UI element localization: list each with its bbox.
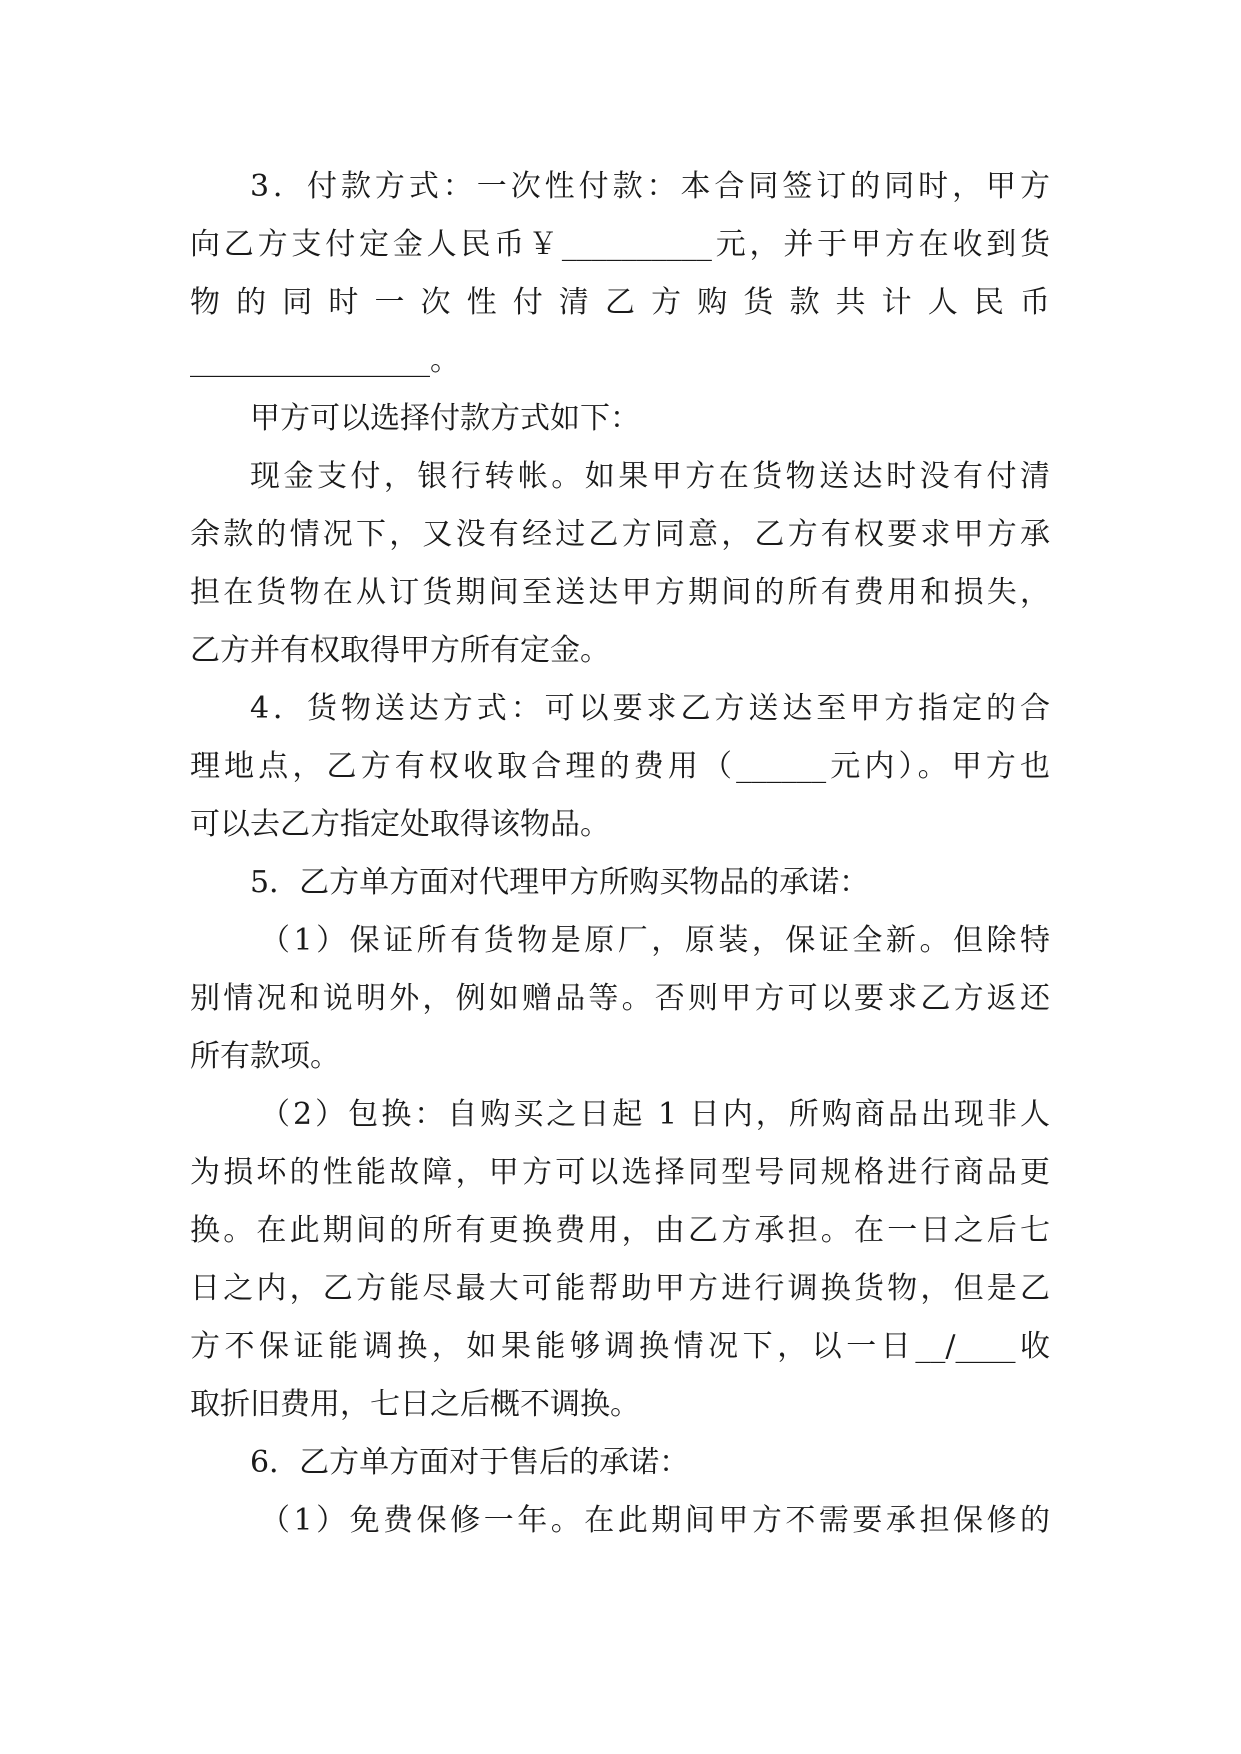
clause-5-2-line-4: 日之内，乙方能尽最大可能帮助甲方进行调换货物，但是乙	[190, 1271, 1050, 1306]
clause-3-line-2: 向乙方支付定金人民币￥__________元，并于甲方在收到货	[190, 227, 1050, 262]
payment-options-line-4: 乙方并有权取得甲方所有定金。	[190, 633, 610, 668]
clause-5-1-line-3: 所有款项。	[190, 1039, 340, 1074]
payment-options-heading: 甲方可以选择付款方式如下：	[250, 401, 640, 436]
clause-5-2-line-5: 方不保证能调换，如果能够调换情况下，以一日__/____收	[190, 1329, 1050, 1364]
document-page	[190, 158, 1050, 1550]
clause-5-heading: 5．乙方单方面对代理甲方所购买物品的承诺：	[250, 865, 870, 900]
clause-5-1-line-1: （1）保证所有货物是原厂，原装，保证全新。但除特	[260, 923, 1050, 958]
clause-6-heading: 6．乙方单方面对于售后的承诺：	[250, 1445, 690, 1480]
clause-6-1-line-1: （1）免费保修一年。在此期间甲方不需要承担保修的	[260, 1503, 1050, 1538]
clause-3-line-3: 物的同时一次性付清乙方购货款共计人民币	[190, 285, 1050, 320]
clause-5-1-line-2: 别情况和说明外，例如赠品等。否则甲方可以要求乙方返还	[190, 981, 1050, 1016]
clause-5-2-line-6: 取折旧费用，七日之后概不调换。	[190, 1387, 640, 1422]
clause-4-line-2: 理地点，乙方有权收取合理的费用（______元内）。甲方也	[190, 749, 1050, 784]
clause-3-line-4: ________________。	[190, 343, 460, 378]
clause-5-2-line-3: 换。在此期间的所有更换费用，由乙方承担。在一日之后七	[190, 1213, 1050, 1248]
clause-5-2-line-1: （2）包换：自购买之日起 1 日内，所购商品出现非人	[260, 1097, 1050, 1132]
payment-options-line-2: 余款的情况下，又没有经过乙方同意，乙方有权要求甲方承	[190, 517, 1050, 552]
payment-options-line-3: 担在货物在从订货期间至送达甲方期间的所有费用和损失，	[190, 575, 1050, 610]
clause-5-2-line-2: 为损坏的性能故障，甲方可以选择同型号同规格进行商品更	[190, 1155, 1050, 1190]
clause-4-line-1: 4．货物送达方式：可以要求乙方送达至甲方指定的合	[250, 691, 1050, 726]
clause-4-line-3: 可以去乙方指定处取得该物品。	[190, 807, 610, 842]
clause-3-line-1: 3．付款方式：一次性付款：本合同签订的同时，甲方	[250, 169, 1050, 204]
payment-options-line-1: 现金支付，银行转帐。如果甲方在货物送达时没有付清	[250, 459, 1050, 494]
